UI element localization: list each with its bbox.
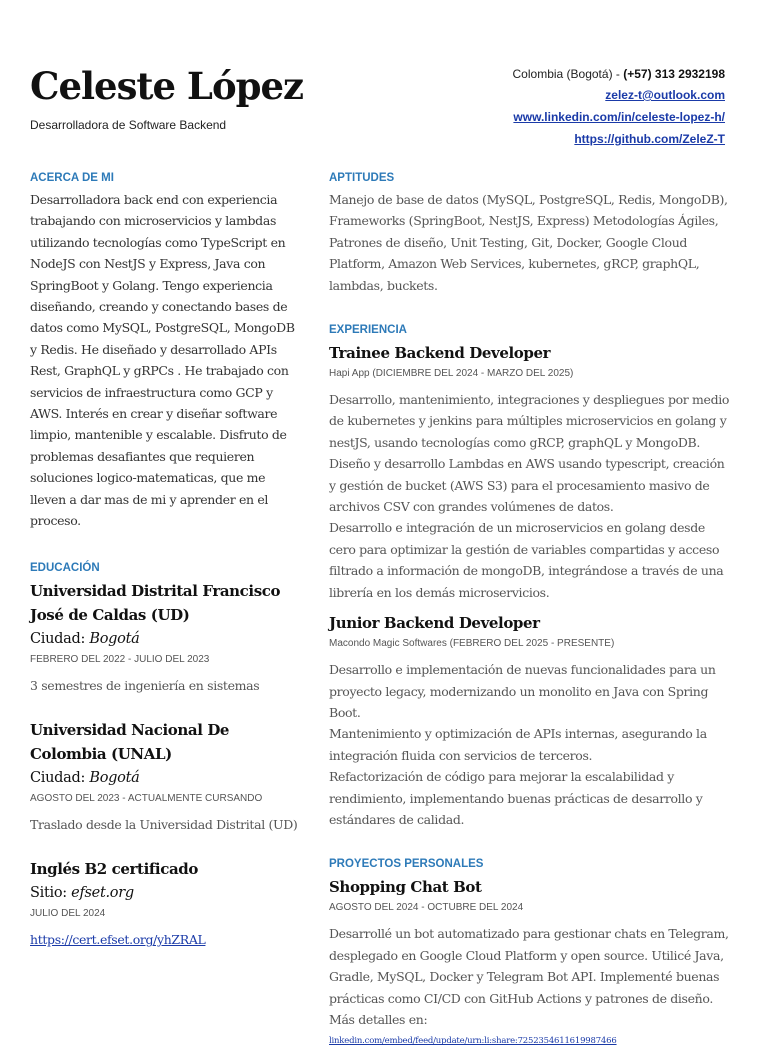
- project-item: [329, 875, 731, 1048]
- project-name: Shopping Chat Bot: [329, 878, 482, 897]
- location-text: Colombia (Bogotá) -: [512, 67, 624, 81]
- right-column: [329, 172, 731, 1048]
- education-name: Universidad Distrital Francisco José de Caldas (UD): [30, 581, 281, 624]
- education-note: Traslado desde la Universidad Distrital (UD): [30, 816, 298, 832]
- project-description: Desarrollé un bot automatizado para gestionar chats en Telegram, desplegado en Google Cloud Platform y open source. Utilicé Java, Gradle, MySQL, Docker y Telegram Bot API. Implementé buenas prácticas como CI/CD con GitHub Actions y patrones de diseño. Más detalles en:: [329, 926, 729, 1027]
- job-company-dates: Macondo Magic Softwares (FEBRERO DEL 2025 - PRESENTE): [329, 638, 615, 650]
- education-note: 3 semestres de ingeniería en sistemas: [30, 677, 260, 693]
- education-city: Ciudad: Bogotá: [30, 769, 140, 786]
- job-paragraph: Desarrollo e integración de un microservicios en golang desde cero para optimizar la gestión de variables compartidas y acceso filtrado a información de mongoDB, integrándose a través de una librería en los demás microservicios.: [329, 520, 724, 600]
- about-text: Desarrolladora back end con experiencia trabajando con microservicios y lambdas utilizando tecnologías como TypeScript en NodeJS con NestJS y Express, Java con SpringBoot y Golang. Tengo experiencia diseñando, creando y conectando bases de datos como MySQL, PostgreSQL, MongoDB y Redis. He diseñado y desarrollado APIs Rest, GraphQL y gRPCs . He trabajado con servicios de infraestructura como GCP y AWS. Interés en crear y diseñar software limpio, mantenible y escalable. Disfruto de problemas desafiantes que requieren soluciones logico-matematicas, que me lleven a dar mas de mi y aprender en el proceso.: [30, 192, 295, 529]
- experience-section: [329, 324, 731, 830]
- education-link-row: [30, 929, 298, 950]
- job-item: [329, 611, 731, 830]
- education-dates: JULIO DEL 2024: [30, 908, 106, 920]
- job-company-dates: Hapi App (DICIEMBRE DEL 2024 - MARZO DEL 2025): [329, 368, 574, 380]
- projects-section: [329, 858, 731, 1048]
- candidate-subtitle: Desarrolladora de Software Backend: [30, 118, 227, 132]
- skills-title: APTITUDES: [329, 172, 395, 184]
- education-city: Ciudad: Bogotá: [30, 630, 140, 647]
- education-name: Universidad Nacional De Colombia (UNAL): [30, 720, 230, 763]
- education-title: EDUCACIÓN: [30, 561, 100, 574]
- project-dates: AGOSTO DEL 2024 - OCTUBRE DEL 2024: [329, 902, 524, 914]
- left-column: [30, 172, 298, 951]
- job-paragraph: Refactorización de código para mejorar la escalabilidad y rendimiento, implementando buenas prácticas de desarrollo y estándares de calidad.: [329, 769, 703, 827]
- education-item: [30, 579, 298, 696]
- education-dates: AGOSTO DEL 2023 - ACTUALMENTE CURSANDO: [30, 792, 263, 804]
- education-name: Inglés B2 certificado: [30, 860, 198, 879]
- education-item: [30, 718, 298, 835]
- skills-text: Manejo de base de datos (MySQL, PostgreSQL, Redis, MongoDB), Frameworks (SpringBoot, NestJS, Express) Metodologías Ágiles, Patrones de diseño, Unit Testing, Git, Docker, Google Cloud Platform, Amazon Web Services, kubernetes, gRCP, graphQL, lambdas, buckets.: [329, 192, 728, 293]
- education-city: Sitio: efset.org: [30, 885, 134, 902]
- projects-title: PROYECTOS PERSONALES: [329, 858, 484, 871]
- contact-github: [574, 132, 725, 146]
- candidate-name: Celeste López: [30, 64, 304, 108]
- contact-email: [605, 88, 725, 102]
- job-paragraph: Mantenimiento y optimización de APIs internas, asegurando la integración fluida con servicios de terceros.: [329, 726, 707, 763]
- about-title: ACERCA DE MI: [30, 172, 114, 184]
- job-paragraph: Diseño y desarrollo Lambdas en AWS usando typescript, creación y gestión de bucket (AWS S3) para el procesamiento masivo de archivos CSV con grandes volúmenes de datos.: [329, 456, 725, 515]
- education-item: [30, 857, 298, 950]
- job-role: Junior Backend Developer: [329, 614, 540, 633]
- contact-linkedin: [513, 110, 725, 124]
- job-paragraph: Desarrollo e implementación de nuevas funcionalidades para un proyecto legacy, modernizando un monolito en Java con Spring Boot.: [329, 662, 716, 720]
- about-section: [30, 172, 298, 532]
- contact-location: [513, 67, 725, 81]
- certificate-link[interactable]: https://cert.efset.org/yhZRAL: [30, 932, 206, 948]
- linkedin-link[interactable]: www.linkedin.com/in/celeste-lopez-h/: [513, 110, 725, 124]
- email-link[interactable]: zelez-t@outlook.com: [605, 88, 725, 102]
- job-paragraph: Desarrollo, mantenimiento, integraciones y despliegues por medio de kubernetes y jenkins para múltiples microservicios en golang y nestJS, usando tecnologías como gRCP, graphQL y MongoDB.: [329, 392, 730, 450]
- education-section: [30, 562, 298, 951]
- project-link[interactable]: linkedin.com/embed/feed/update/urn:li:share:7252354611619987466: [329, 1036, 617, 1047]
- skills-section: [329, 172, 731, 296]
- experience-title: EXPERIENCIA: [329, 324, 407, 337]
- phone-number: (+57) 313 2932198: [623, 67, 725, 81]
- github-link[interactable]: https://github.com/ZeleZ-T: [574, 132, 725, 146]
- job-role: Trainee Backend Developer: [329, 344, 551, 363]
- education-dates: FEBRERO DEL 2022 - JULIO DEL 2023: [30, 653, 210, 665]
- job-item: [329, 341, 731, 603]
